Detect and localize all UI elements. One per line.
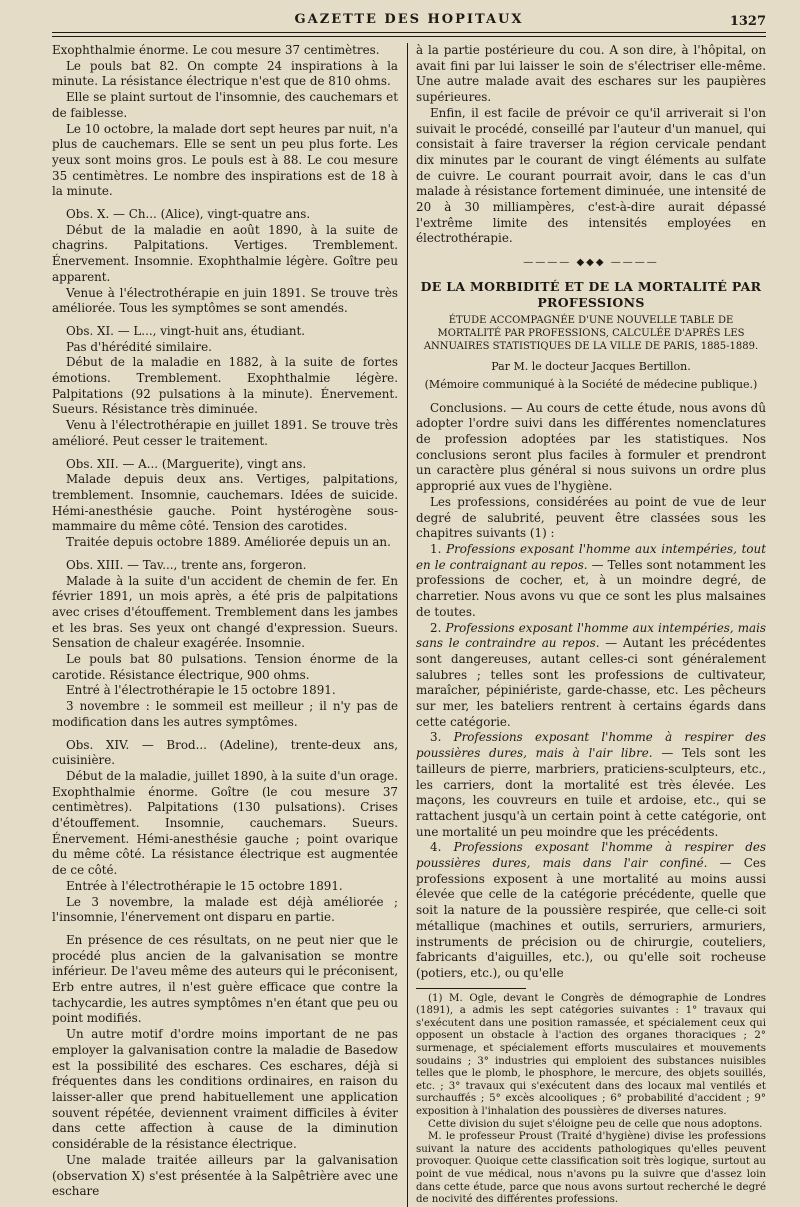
paragraph: Venu à l'électrothérapie en juillet 1891. Se trouve très amélioré. Peut cesser le traitement. — [52, 418, 398, 448]
paragraph: Le pouls bat 80 pulsations. Tension énorme de la carotide. Résistance électrique, 900 ohms. — [52, 652, 398, 682]
left-column — [52, 43, 398, 1207]
article-note: (Mémoire communiqué à la Société de médecine publique.) — [424, 377, 758, 391]
paragraph: à la partie postérieure du cou. A son dire, à l'hôpital, on avait fini par lui laisser le soin de s'électriser elle-même. Une autre malade avait des eschares sur les paupières supérieures. — [416, 43, 766, 105]
page-number: 1327 — [729, 14, 766, 29]
paragraph: Le 3 novembre, la malade est déjà améliorée ; l'insomnie, l'énervement ont disparu en partie. — [52, 894, 398, 925]
list-item: 2. Professions exposant l'homme aux intempéries, mais sans le contraindre au repos. — Autant les précédentes sont dangereuses, autant celles-ci sont généralement salubres ; telles sont les professions de cultivateur, maraîcher, pépiniériste, garde-chasse, etc. Les pêcheurs sur mer, les bateliers rentrent à certains égards dans cette catégorie. — [416, 620, 766, 729]
header-rule — [52, 32, 766, 37]
article-title: DE LA MORBIDITÉ ET DE LA MORTALITÉ PAR PROFESSIONS — [420, 278, 762, 310]
paragraph: Traitée depuis octobre 1889. Améliorée depuis un an. — [66, 535, 391, 550]
paragraph: Début de la maladie, juillet 1890, à la suite d'un orage. Exophthalmie énorme. Goître (le cou mesure 37 centimètres). Palpitations (130 pulsations). Crises d'étouffement. Insomnie, cauchemars. Sueurs. Énervement. Hémi-anesthésie gauche ; point ovarique du même côté. La résistance électrique est augmentée de ce côté. — [52, 768, 398, 878]
paragraph: 3 novembre : le sommeil est meilleur ; il n'y pas de modification dans les autres symptômes. — [52, 699, 398, 729]
running-head — [52, 0, 766, 30]
footnote: (1) M. Ogle, devant le Congrès de démographie de Londres (1891), a admis les sept catégories suivantes : 1° travaux qui s'exécutent dans une position ramassée, et spécialement ceux qui opposent un obstacle à l'action des organes thoraciques ; 2° surmenage, et spécialement efforts musculaires et mouvements soudains ; 3° industries qui emploient des substances nuisibles telles que le plomb, le phosphore, le mercure, des objets souillés, etc. ; 3° travaux qui s'exécutent dans des locaux mal ventilés et surchauffés ; 5° excès alcooliques ; 6° probabilité d'accident ; 9° exposition à l'inhalation des poussières de diverses natures. — [416, 992, 766, 1118]
paragraph: Enfin, il est facile de prévoir ce qu'il arriverait si l'on suivait le procédé, conseillé par l'auteur d'un manuel, qui consistait à faire traverser la région cervicale pendant dix minutes par le courant de vingt éléments au sulfate de cuivre. Le courant pourrait avoir, dans le cas d'un malade à résistance fortement diminuée, une intensité de 20 à 30 milliampères, c'est-à-dire aurait dépassé l'extrême limite des intensités employées en électrothérapie. — [416, 105, 766, 246]
footnote: Cette division du sujet s'éloigne peu de celle que nous adoptons. — [428, 1118, 763, 1130]
observation-heading: Obs. XII. — A... (Marguerite), vingt ans. — [66, 456, 307, 471]
paragraph: Pas d'hérédité similaire. — [66, 339, 212, 354]
list-item: 1. Professions exposant l'homme aux intempéries, tout en le contraignant au repos. — Telles sont notamment les professions de cocher, et, à un moindre degré, de charretier. Nous avons vu que ce sont les plus malsaines de toutes. — [416, 541, 766, 619]
paragraph: Entré à l'électrothérapie le 15 octobre 1891. — [66, 683, 336, 698]
observation-heading: Obs. X. — Ch... (Alice), vingt-quatre ans. — [66, 207, 311, 222]
paragraph: Exophthalmie énorme. Le cou mesure 37 centimètres. — [52, 43, 380, 57]
paragraph: Malade depuis deux ans. Vertiges, palpitations, tremblement. Insomnie, cauchemars. Idées de suicide. Hémi-anesthésie gauche. Point hystérogène sous-mammaire du même côté. Tension des carotides. — [52, 472, 398, 534]
right-column — [416, 43, 766, 1207]
paragraph: Malade à la suite d'un accident de chemin de fer. En février 1891, un mois après, a été pris de palpitations avec crises d'étouffement. Tremblement dans les jambes et les bras. Ses yeux ont changé d'expression. Sueurs. Sensation de chaleur exagérée. Insomnie. — [52, 573, 398, 651]
columns — [52, 43, 766, 1207]
observation-heading: Obs. XIV. — Brod... (Adeline), trente-deux ans, cuisinière. — [52, 737, 398, 768]
paragraph: Début de la maladie en août 1890, à la suite de chagrins. Palpitations. Vertiges. Tremblement. Énervement. Insomnie. Exophthalmie légère. Goître peu apparent. — [52, 222, 398, 284]
article-author: Par M. le docteur Jacques Bertillon. — [491, 360, 691, 374]
paragraph: Un autre motif d'ordre moins important de ne pas employer la galvanisation contre la maladie de Basedow est la possibilité des eschares. Ces eschares, déjà si fréquentes dans les conditions ordinaires, en raison du laisser-aller que prend habituellement une application souvent répétée, deviennent vraiment difficiles à éviter dans cette affection à cause de la diminution considérable de la résistance électrique. — [52, 1027, 398, 1152]
article-subtitle: ÉTUDE ACCOMPAGNÉE D'UNE NOUVELLE TABLE DE MORTALITÉ PAR PROFESSIONS, CALCULÉE D'APRÈS LES ANNUAIRES STATISTIQUES DE LA VILLE DE PARIS, 1885-1889. — [423, 315, 759, 353]
paragraph: Le pouls bat 82. On compte 24 inspirations à la minute. La résistance électrique n'est que de 810 ohms. — [52, 58, 398, 89]
section-separator: ———— ◆◆◆ ———— — [523, 257, 659, 269]
paragraph: Une malade traitée ailleurs par la galvanisation (observation X) s'est présentée à la Salpêtrière avec une eschare — [52, 1152, 398, 1199]
paragraph: Le 10 octobre, la malade dort sept heures par nuit, n'a plus de cauchemars. Elle se sent un peu plus forte. Les yeux sont moins gros. Le pouls est à 88. Le cou mesure 35 centimètres. Le nombre des inspirations est de 18 à la minute. — [52, 121, 398, 199]
paragraph: Venue à l'électrothérapie en juin 1891. Se trouve très améliorée. Tous les symptômes se sont amendés. — [52, 285, 398, 316]
paragraph: Entrée à l'électrothérapie le 15 octobre 1891. — [66, 878, 343, 893]
paragraph: Elle se plaint surtout de l'insomnie, des cauchemars et de faiblesse. — [52, 90, 398, 120]
footnote-rule — [416, 988, 526, 989]
list-item: 3. Professions exposant l'homme à respirer des poussières dures, mais à l'air libre. — Tels sont les tailleurs de pierre, marbriers, praticiens-sculpteurs, etc., les carriers, dont la mortalité est très élevée. Les maçons, les couvreurs en tuile et ardoise, etc., qui se rattachent jusqu'à un certain point à cette catégorie, ont une mortalité un peu moindre que les précédents. — [416, 730, 766, 839]
journal-title: GAZETTE DES HOPITAUX — [294, 12, 524, 27]
paragraph: En présence de ces résultats, on ne peut nier que le procédé plus ancien de la galvanisation se montre inférieur. De l'aveu même des auteurs qui le préconisent, Erb entre autres, il n'est guère efficace que contre la tachycardie, les autres symptômes n'en étant que peu ou point modifiés. — [52, 932, 398, 1026]
list-item: 4. Professions exposant l'homme à respirer des poussières dures, mais dans l'air confiné. — Ces professions exposent à une mortalité au moins aussi élevée que celle de la catégorie précédente, quelle que soit la nature de la poussière respirée, que celle-ci soit métallique (machines et outils, serruriers, armuriers, instruments de précision ou de chirurgie, couteliers, fabricants d'aiguilles, etc.), ou qu'elle soit rocheuse (potiers, etc.), ou qu'elle — [416, 840, 767, 980]
observation-heading: Obs. XIII. — Tav..., trente ans, forgeron. — [66, 557, 307, 572]
footnotes — [416, 993, 766, 1207]
paragraph: Conclusions. — Au cours de cette étude, nous avons dû adopter l'ordre suivi dans les différentes nomenclatures de profession adoptées par les statistiques. Nos conclusions seront plus faciles à formuler et prendront un caractère plus général si nous suivons un ordre plus approprié aux vues de l'hygiène. — [416, 400, 766, 494]
paragraph: Début de la maladie en 1882, à la suite de fortes émotions. Tremblement. Exophthalmie légère. Palpitations (92 pulsations à la minute). Énervement. Sueurs. Résistance très diminuée. — [52, 355, 398, 417]
footnote: M. le professeur Proust (Traité d'hygiène) divise les professions suivant la nature des accidents pathologiques qu'elles peuvent provoquer. Quoique cette classification soit très logique, surtout au point de vue médical, nous n'avons pu la suivre que d'assez loin dans cette étude, parce que nous avons surtout recherché le degré de nocivité des différentes professions. — [416, 1131, 766, 1206]
observation-heading: Obs. XI. — L..., vingt-huit ans, étudiant. — [66, 323, 306, 338]
paragraph: Les professions, considérées au point de vue de leur degré de salubrité, peuvent être classées sous les chapitres suivants (1) : — [416, 494, 766, 541]
column-divider — [407, 43, 408, 1207]
